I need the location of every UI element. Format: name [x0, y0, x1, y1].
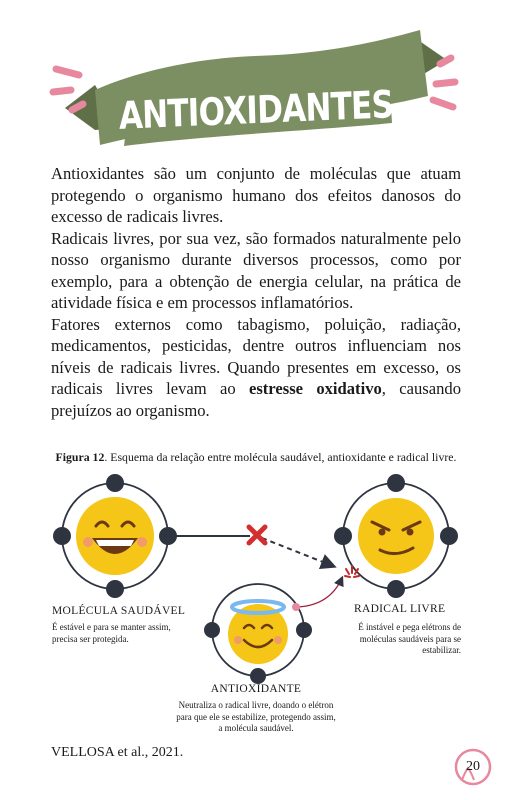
electron-dot: [159, 527, 177, 545]
healthy-desc-line: precisa ser protegida.: [52, 633, 129, 644]
figure-caption-text: . Esquema da relação entre molécula saudável, antioxidante e radical livre.: [104, 450, 457, 464]
paragraph-3: [51, 314, 461, 422]
figure-caption: [40, 450, 472, 465]
angel-smiley-icon: [228, 601, 288, 664]
healthy-desc: [52, 622, 171, 645]
healthy-molecule: [53, 474, 177, 598]
body-text: [51, 163, 461, 421]
antioxidant-desc: [0, 700, 512, 735]
radical-molecule: [334, 474, 458, 598]
healthy-label: MOLÉCULA SAUDÁVEL: [52, 605, 186, 617]
electron-dot: [106, 580, 124, 598]
electron-dot: [440, 527, 458, 545]
electron-dot: [204, 622, 220, 638]
figure-diagram: [0, 470, 512, 740]
damage-burst-icon: [345, 566, 359, 577]
paragraph-3-bold: estresse oxidativo: [248, 379, 382, 398]
electron-dot: [334, 527, 352, 545]
antioxidant-label: ANTIOXIDANTE: [210, 683, 302, 695]
donated-electron-dot: [292, 603, 300, 611]
radical-desc-line: estabilizar.: [422, 645, 461, 655]
healthy-smiley-icon: [76, 497, 154, 575]
electron-dot: [296, 622, 312, 638]
antioxidant-desc-line: Neutraliza o radical livre, doando o elétron: [178, 700, 334, 710]
antioxidant-desc-line: para que ele se estabilize, protegendo assim,: [176, 711, 336, 722]
radical-label: RADICAL LIVRE: [354, 603, 446, 615]
radical-desc-line: moléculas saudáveis para se: [359, 633, 461, 644]
electron-dot: [387, 580, 405, 598]
electron-transfer-arrow: [298, 578, 342, 607]
angry-smiley-icon: [358, 498, 434, 574]
radical-desc-line: É instável e pega elétrons de: [358, 622, 461, 632]
electron-dot: [53, 527, 71, 545]
electron-dot: [250, 668, 266, 684]
page-number: 20: [466, 759, 480, 774]
antioxidant-molecule: [204, 584, 312, 684]
figure-label: Figura 12: [55, 450, 105, 464]
dashed-arrow: [262, 538, 333, 566]
paragraph-3-start: Fatores externos como tabagismo, poluição, radiação, medicamentos, pesticidas, dentre outros influenciam nos níveis de radicais livres. Quando presentes em excesso, os radicais livres levam ao: [51, 314, 461, 398]
blocked-cross-icon: [249, 527, 265, 543]
electron-dot: [387, 474, 405, 492]
electron-dot: [106, 474, 124, 492]
antioxidant-desc-line: a molécula saudável.: [218, 723, 294, 733]
reference-citation: VELLOSA et al., 2021.: [51, 745, 184, 760]
page-title: ANTIOXIDANTES: [118, 82, 394, 138]
paragraph-3-end: , causando prejuízos ao organismo.: [51, 379, 462, 420]
paragraph-1: Antioxidantes são um conjunto de moléculas que atuam protegendo o organismo humano dos efeitos danosos do excesso de radicais livres.: [51, 164, 461, 226]
radical-desc: [330, 622, 461, 657]
paragraph-2: Radicais livres, por sua vez, são formados naturalmente pelo nosso organismo durante diversos processos, como por exemplo, para a obtenção de energia celular, na prática de atividade física e em processos inflamatórios.: [51, 228, 461, 312]
healthy-desc-line: É estável e para se manter assim,: [52, 622, 171, 632]
